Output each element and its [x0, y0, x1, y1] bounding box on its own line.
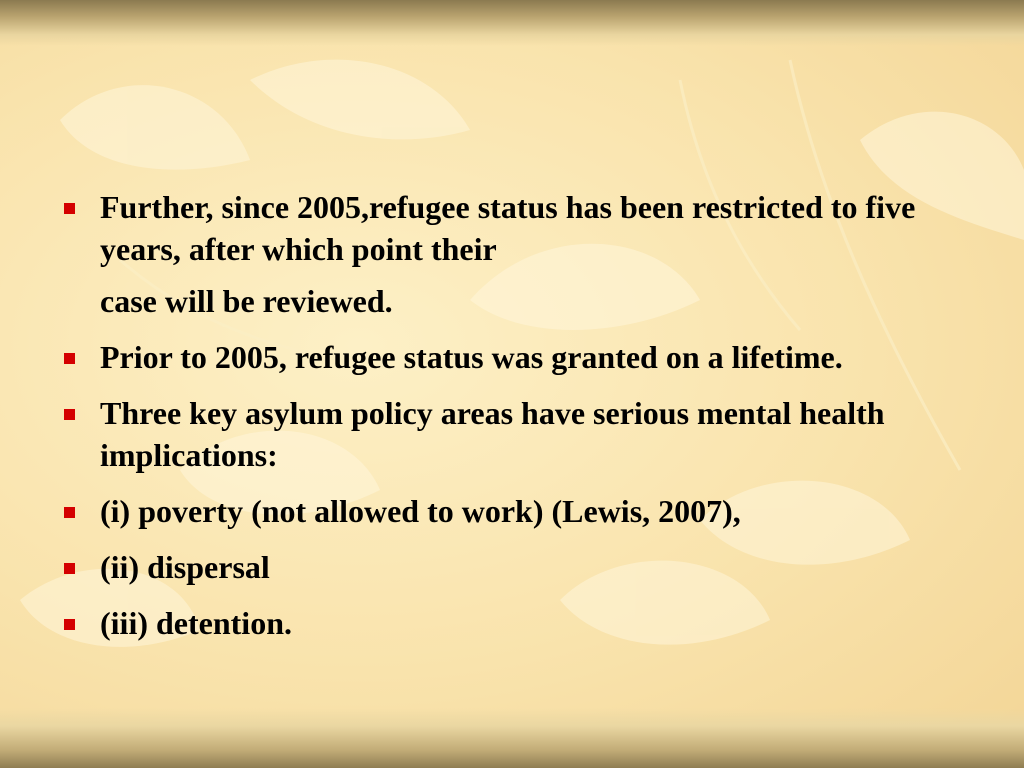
bullet-square-icon	[64, 563, 75, 574]
bullet-text: (i) poverty (not allowed to work) (Lewis, 2007),	[100, 493, 741, 529]
top-gradient-band	[0, 0, 1024, 46]
bullet-square-icon	[64, 203, 75, 214]
bullet-item	[62, 546, 982, 588]
bottom-gradient-band	[0, 708, 1024, 768]
bullet-text: Further, since 2005,refugee status has been restricted to five years, after which point their	[100, 189, 916, 267]
bullet-item	[62, 392, 982, 476]
bullet-item	[62, 186, 982, 322]
bullet-item	[62, 336, 982, 378]
bullet-square-icon	[64, 353, 75, 364]
bullet-text: Prior to 2005, refugee status was granted on a lifetime.	[100, 339, 843, 375]
bullet-item	[62, 490, 982, 532]
bullet-square-icon	[64, 409, 75, 420]
bullet-square-icon	[64, 507, 75, 518]
bullet-square-icon	[64, 619, 75, 630]
bullet-text: (ii) dispersal	[100, 549, 270, 585]
bullet-text: Three key asylum policy areas have serious mental health implications:	[100, 395, 885, 473]
bullet-item	[62, 602, 982, 644]
bullet-text-continuation: case will be reviewed.	[100, 283, 393, 319]
bullet-list	[62, 186, 982, 658]
bullet-text: (iii) detention.	[100, 605, 292, 641]
